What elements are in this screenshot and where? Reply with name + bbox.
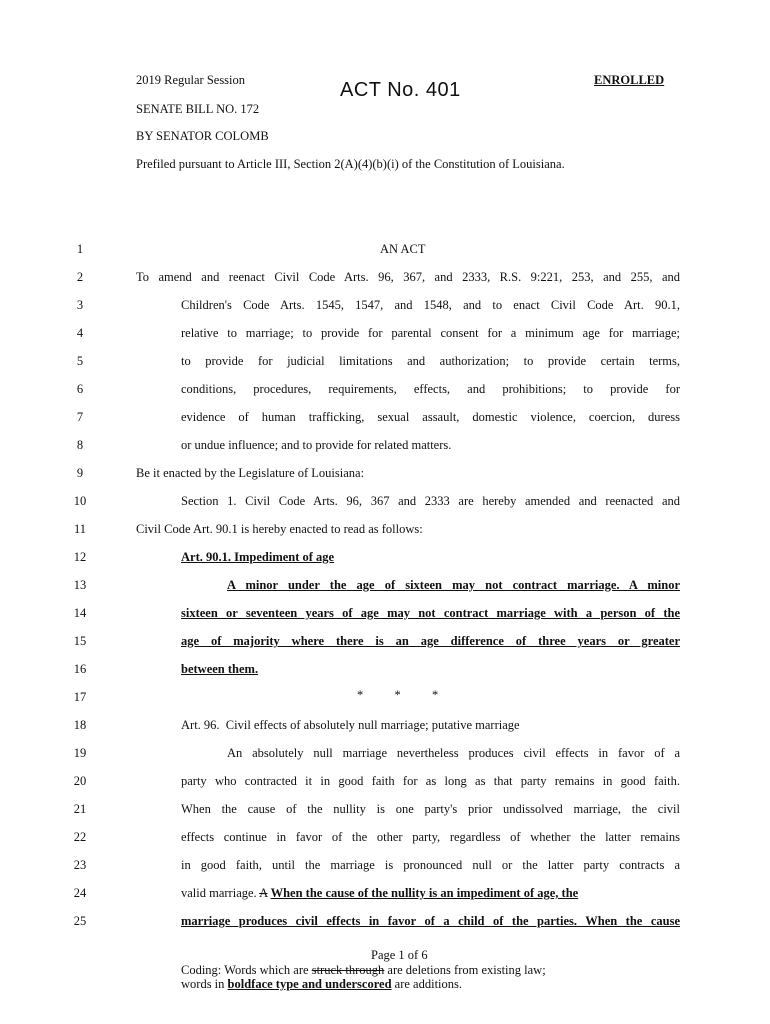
- deleted-text: A: [259, 886, 268, 900]
- act-heading: AN ACT: [380, 242, 426, 256]
- title-line: evidence of human trafficking, sexual assault, domestic violence, coercion, duress: [181, 410, 680, 424]
- added-text: sixteen or seventeen years of age may not contract marriage with a person of the: [181, 606, 680, 620]
- bill-number: SENATE BILL NO. 172: [136, 102, 260, 116]
- line-number: 18: [73, 718, 87, 732]
- line-number: 20: [73, 774, 87, 788]
- added-text: between them.: [181, 662, 259, 676]
- title-line: to provide for judicial limitations and authorization; to provide certain terms,: [181, 354, 680, 368]
- coding-struck-example: struck through: [311, 963, 385, 977]
- line-number: 16: [73, 662, 87, 676]
- enrolled-label: ENROLLED: [594, 73, 665, 87]
- line-number: 1: [76, 242, 84, 256]
- line-number: 7: [76, 410, 84, 424]
- author-line: BY SENATOR COLOMB: [136, 129, 269, 143]
- section-break-asterisks: * * *: [357, 688, 439, 702]
- section-text: Section 1. Civil Code Arts. 96, 367 and 2333 are hereby amended and reenacted and: [181, 494, 680, 508]
- article-text: An absolutely null marriage nevertheless produces civil effects in favor of a: [227, 746, 680, 760]
- line-number: 21: [73, 802, 87, 816]
- existing-text: valid marriage.: [181, 886, 257, 900]
- line-number: 19: [73, 746, 87, 760]
- line-number: 2: [76, 270, 84, 284]
- added-text: marriage produces civil effects in favor of a child of the parties. When the cause: [181, 914, 680, 928]
- line-number: 8: [76, 438, 84, 452]
- line-number: 23: [73, 858, 87, 872]
- article-heading: Art. 90.1. Impediment of age: [181, 550, 335, 564]
- article-text-mixed: [181, 886, 680, 901]
- article-text: When the cause of the nullity is one party's prior undissolved marriage, the civil: [181, 802, 680, 816]
- act-number-title: ACT No. 401: [340, 79, 461, 101]
- title-line: conditions, procedures, requirements, effects, and prohibitions; to provide for: [181, 382, 680, 396]
- line-number: 11: [73, 522, 87, 536]
- line-number: 15: [73, 634, 87, 648]
- section-text: Civil Code Art. 90.1 is hereby enacted to read as follows:: [136, 522, 423, 536]
- line-number: 25: [73, 914, 87, 928]
- line-number: 5: [76, 354, 84, 368]
- article-text: effects continue in favor of the other party, regardless of whether the latter remains: [181, 830, 680, 844]
- article-text: party who contracted it in good faith for as long as that party remains in good faith.: [181, 774, 680, 788]
- title-line: Children's Code Arts. 1545, 1547, and 1548, and to enact Civil Code Art. 90.1,: [181, 298, 680, 312]
- line-number: 6: [76, 382, 84, 396]
- added-text: When the cause of the nullity is an impediment of age, the: [270, 886, 579, 900]
- article-heading: Art. 96. Civil effects of absolutely null marriage; putative marriage: [181, 718, 520, 732]
- prefiled-note: Prefiled pursuant to Article III, Section 2(A)(4)(b)(i) of the Constitution of Louisiana.: [136, 157, 565, 171]
- line-number: 17: [73, 690, 87, 704]
- title-line: To amend and reenact Civil Code Arts. 96, 367, and 2333, R.S. 9:221, 253, and 255, and: [136, 270, 680, 284]
- line-number: 22: [73, 830, 87, 844]
- line-number: 24: [73, 886, 87, 900]
- coding-text: words in: [181, 977, 225, 991]
- line-number: 9: [76, 466, 84, 480]
- enacting-clause: Be it enacted by the Legislature of Louisiana:: [136, 466, 365, 480]
- coding-text: are deletions from existing law;: [387, 963, 546, 977]
- coding-legend-line1: [181, 963, 546, 978]
- added-text: A minor under the age of sixteen may not contract marriage. A minor: [227, 578, 680, 592]
- coding-bold-example: boldface type and underscored: [227, 977, 392, 991]
- line-number: 13: [73, 578, 87, 592]
- line-number: 4: [76, 326, 84, 340]
- page-number: Page 1 of 6: [371, 948, 428, 962]
- article-text: in good faith, until the marriage is pronounced null or the latter party contracts a: [181, 858, 680, 872]
- line-number: 3: [76, 298, 84, 312]
- title-line: or undue influence; and to provide for related matters.: [181, 438, 452, 452]
- line-number: 14: [73, 606, 87, 620]
- title-line: relative to marriage; to provide for parental consent for a minimum age for marriage;: [181, 326, 680, 340]
- session-label: 2019 Regular Session: [136, 73, 246, 87]
- coding-legend-line2: [181, 977, 462, 992]
- coding-text: are additions.: [394, 977, 463, 991]
- coding-text: Coding: Words which are: [181, 963, 309, 977]
- line-number: 12: [73, 550, 87, 564]
- added-text: age of majority where there is an age difference of three years or greater: [181, 634, 680, 648]
- line-number: 10: [73, 494, 87, 508]
